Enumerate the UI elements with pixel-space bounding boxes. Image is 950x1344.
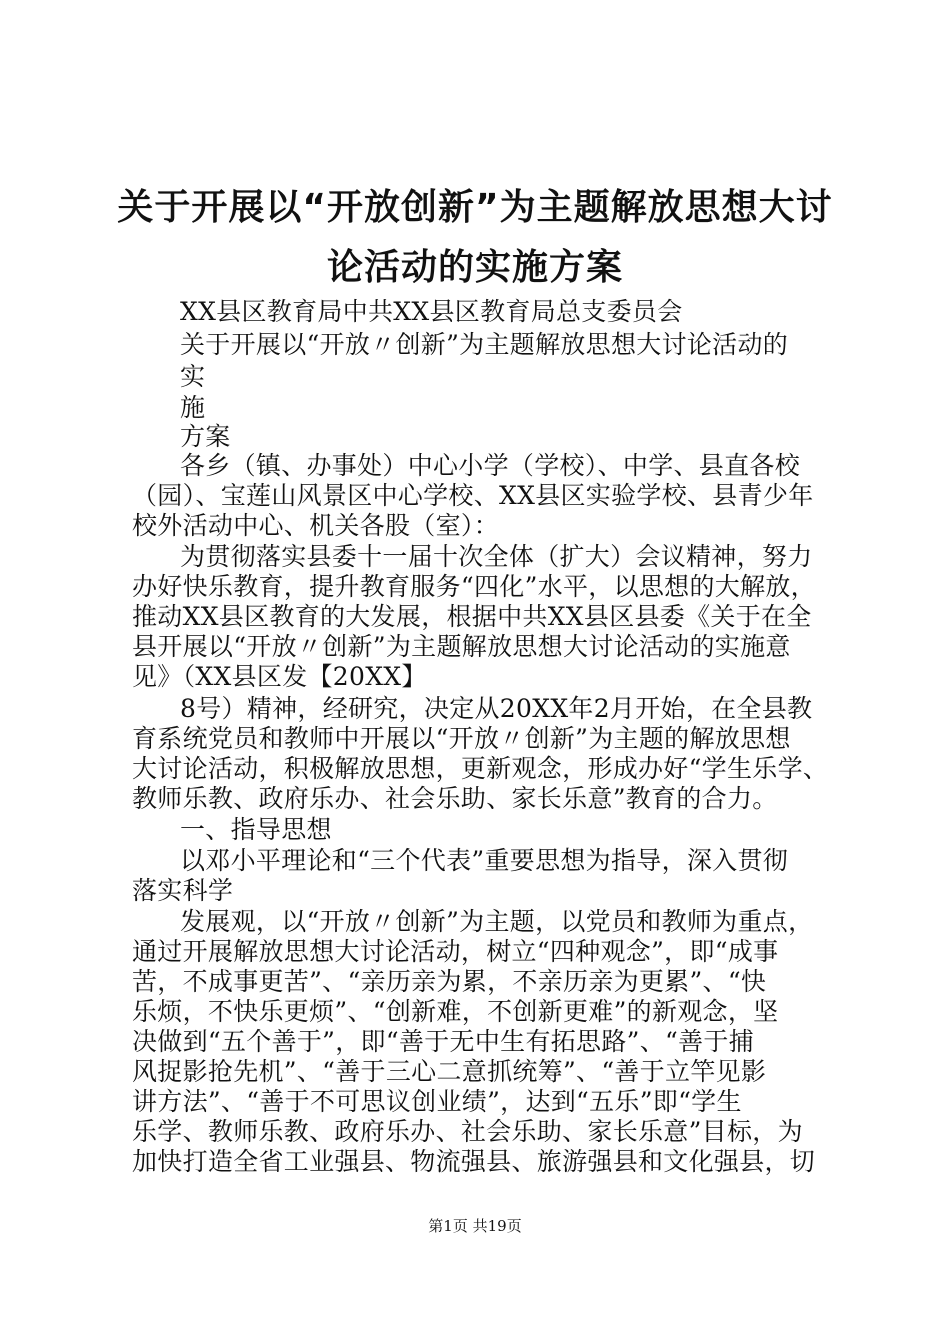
paragraph-line: 为贯彻落实县委十一届十次全体（扩大）会议精神，努力 <box>180 542 813 571</box>
paragraph-line: 落实科学 <box>132 876 234 905</box>
paragraph-line: 发展观，以“开放〃创新”为主题，以党员和教师为重点， <box>180 907 814 936</box>
paragraph-line: 8号）精神，经研究，决定从20XX年2月开始，在全县教 <box>180 694 813 723</box>
paragraph-line: 教师乐教、政府乐办、社会乐助、家长乐意”教育的合力。 <box>132 784 778 813</box>
paragraph-line: 加快打造全省工业强县、物流强县、旅游强县和文化强县，切 <box>132 1147 816 1176</box>
paragraph-line: 办好快乐教育，提升教育服务“四化”水平，以思想的大解放， <box>132 572 816 601</box>
paragraph-line: 大讨论活动，积极解放思想，更新观念，形成办好“学生乐学、 <box>132 754 829 783</box>
document-title-line-2: 论活动的实施方案 <box>326 247 623 288</box>
paragraph-line: 县开展以“开放〃创新”为主题解放思想大讨论活动的实施意 <box>132 632 791 661</box>
paragraph-line: 乐烦，不快乐更烦”、“创新难，不创新更难”的新观念，坚 <box>132 997 779 1026</box>
section-heading: 一、指导思想 <box>180 815 332 844</box>
paragraph-line: 见》（XX县区发【20XX】 <box>132 662 427 691</box>
subtitle-line: 方案 <box>180 422 231 451</box>
subtitle-line: 关于开展以“开放〃创新”为主题解放思想大讨论活动的 <box>180 330 789 359</box>
paragraph-line: （园）、宝莲山风景区中心学校、XX县区实验学校、县青少年 <box>132 481 814 510</box>
paragraph-line: 决做到“五个善于”，即“善于无中生有拓思路”、“善于捕 <box>132 1027 755 1056</box>
paragraph-line: 通过开展解放思想大讨论活动，树立“四种观念”，即“成事 <box>132 937 779 966</box>
page-footer: 第1页 共19页 <box>428 1217 522 1235</box>
issuer-line: XX县区教育局中共XX县区教育局总支委员会 <box>180 297 683 326</box>
paragraph-line: 风捉影抢先机”、“善于三心二意抓统筹”、“善于立竿见影 <box>132 1057 767 1086</box>
paragraph-line: 育系统党员和教师中开展以“开放〃创新”为主题的解放思想 <box>132 724 791 753</box>
paragraph-line: 乐学、教师乐教、政府乐办、社会乐助、家长乐意”目标，为 <box>132 1117 803 1146</box>
paragraph-line: 讲方法”、“善于不可思议创业绩”，达到“五乐”即“学生 <box>132 1087 742 1116</box>
paragraph-line: 苦，不成事更苦”、“亲历亲为累，不亲历亲为更累”、“快 <box>132 967 767 996</box>
document-title-line-1: 关于开展以“开放创新”为主题解放思想大讨 <box>117 187 833 228</box>
subtitle-line: 施 <box>180 393 206 422</box>
paragraph-line: 以邓小平理论和“三个代表”重要思想为指导，深入贯彻 <box>180 846 789 875</box>
paragraph-line: 校外活动中心、机关各股（室）： <box>132 511 500 540</box>
subtitle-line: 实 <box>180 362 206 391</box>
paragraph-line: 各乡（镇、办事处）中心小学（学校）、中学、县直各校 <box>180 451 801 480</box>
paragraph-line: 推动XX县区教育的大发展，根据中共XX县区县委《关于在全 <box>132 602 812 631</box>
